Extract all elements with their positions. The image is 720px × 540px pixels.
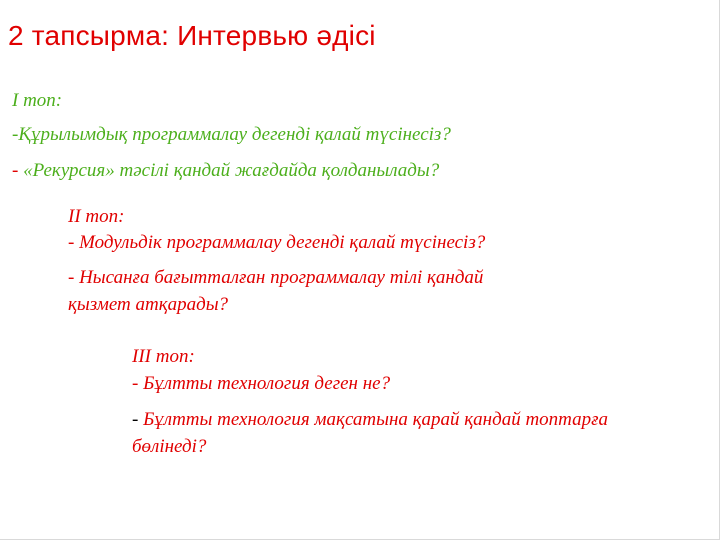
- group3-question-2-dash: -: [132, 409, 144, 430]
- group3-question-2-text: Бұлтты технология мақсатына қарай қандай топтарға: [143, 409, 609, 430]
- group2-question-2-line-1: - Нысанға бағытталған программалау тілі қандай: [68, 267, 484, 288]
- group1-question-2: [12, 160, 439, 182]
- group3-question-1: - Бұлтты технология деген не?: [132, 373, 391, 394]
- group2-heading: II топ:: [68, 206, 125, 227]
- group2-question-1: - Модульдік программалау дегенді қалай түсінесіз?: [68, 232, 486, 253]
- group3-question-2-line-2: бөлінеді?: [132, 436, 207, 457]
- group1-question-2-dash: -: [12, 160, 24, 181]
- slide-title: 2 тапсырма: Интервью әдісі: [8, 20, 376, 51]
- group1-heading: I топ:: [12, 90, 63, 111]
- group3-question-2-line-1: [132, 409, 608, 431]
- group1-question-1: -Құрылымдық программалау дегенді қалай түсінесіз?: [12, 124, 451, 145]
- group1-question-2-text: «Рекурсия» тәсілі қандай жағдайда қолданылады?: [23, 160, 440, 181]
- group2-question-2-line-2: қызмет атқарады?: [68, 294, 229, 315]
- group3-heading: III топ:: [132, 346, 195, 367]
